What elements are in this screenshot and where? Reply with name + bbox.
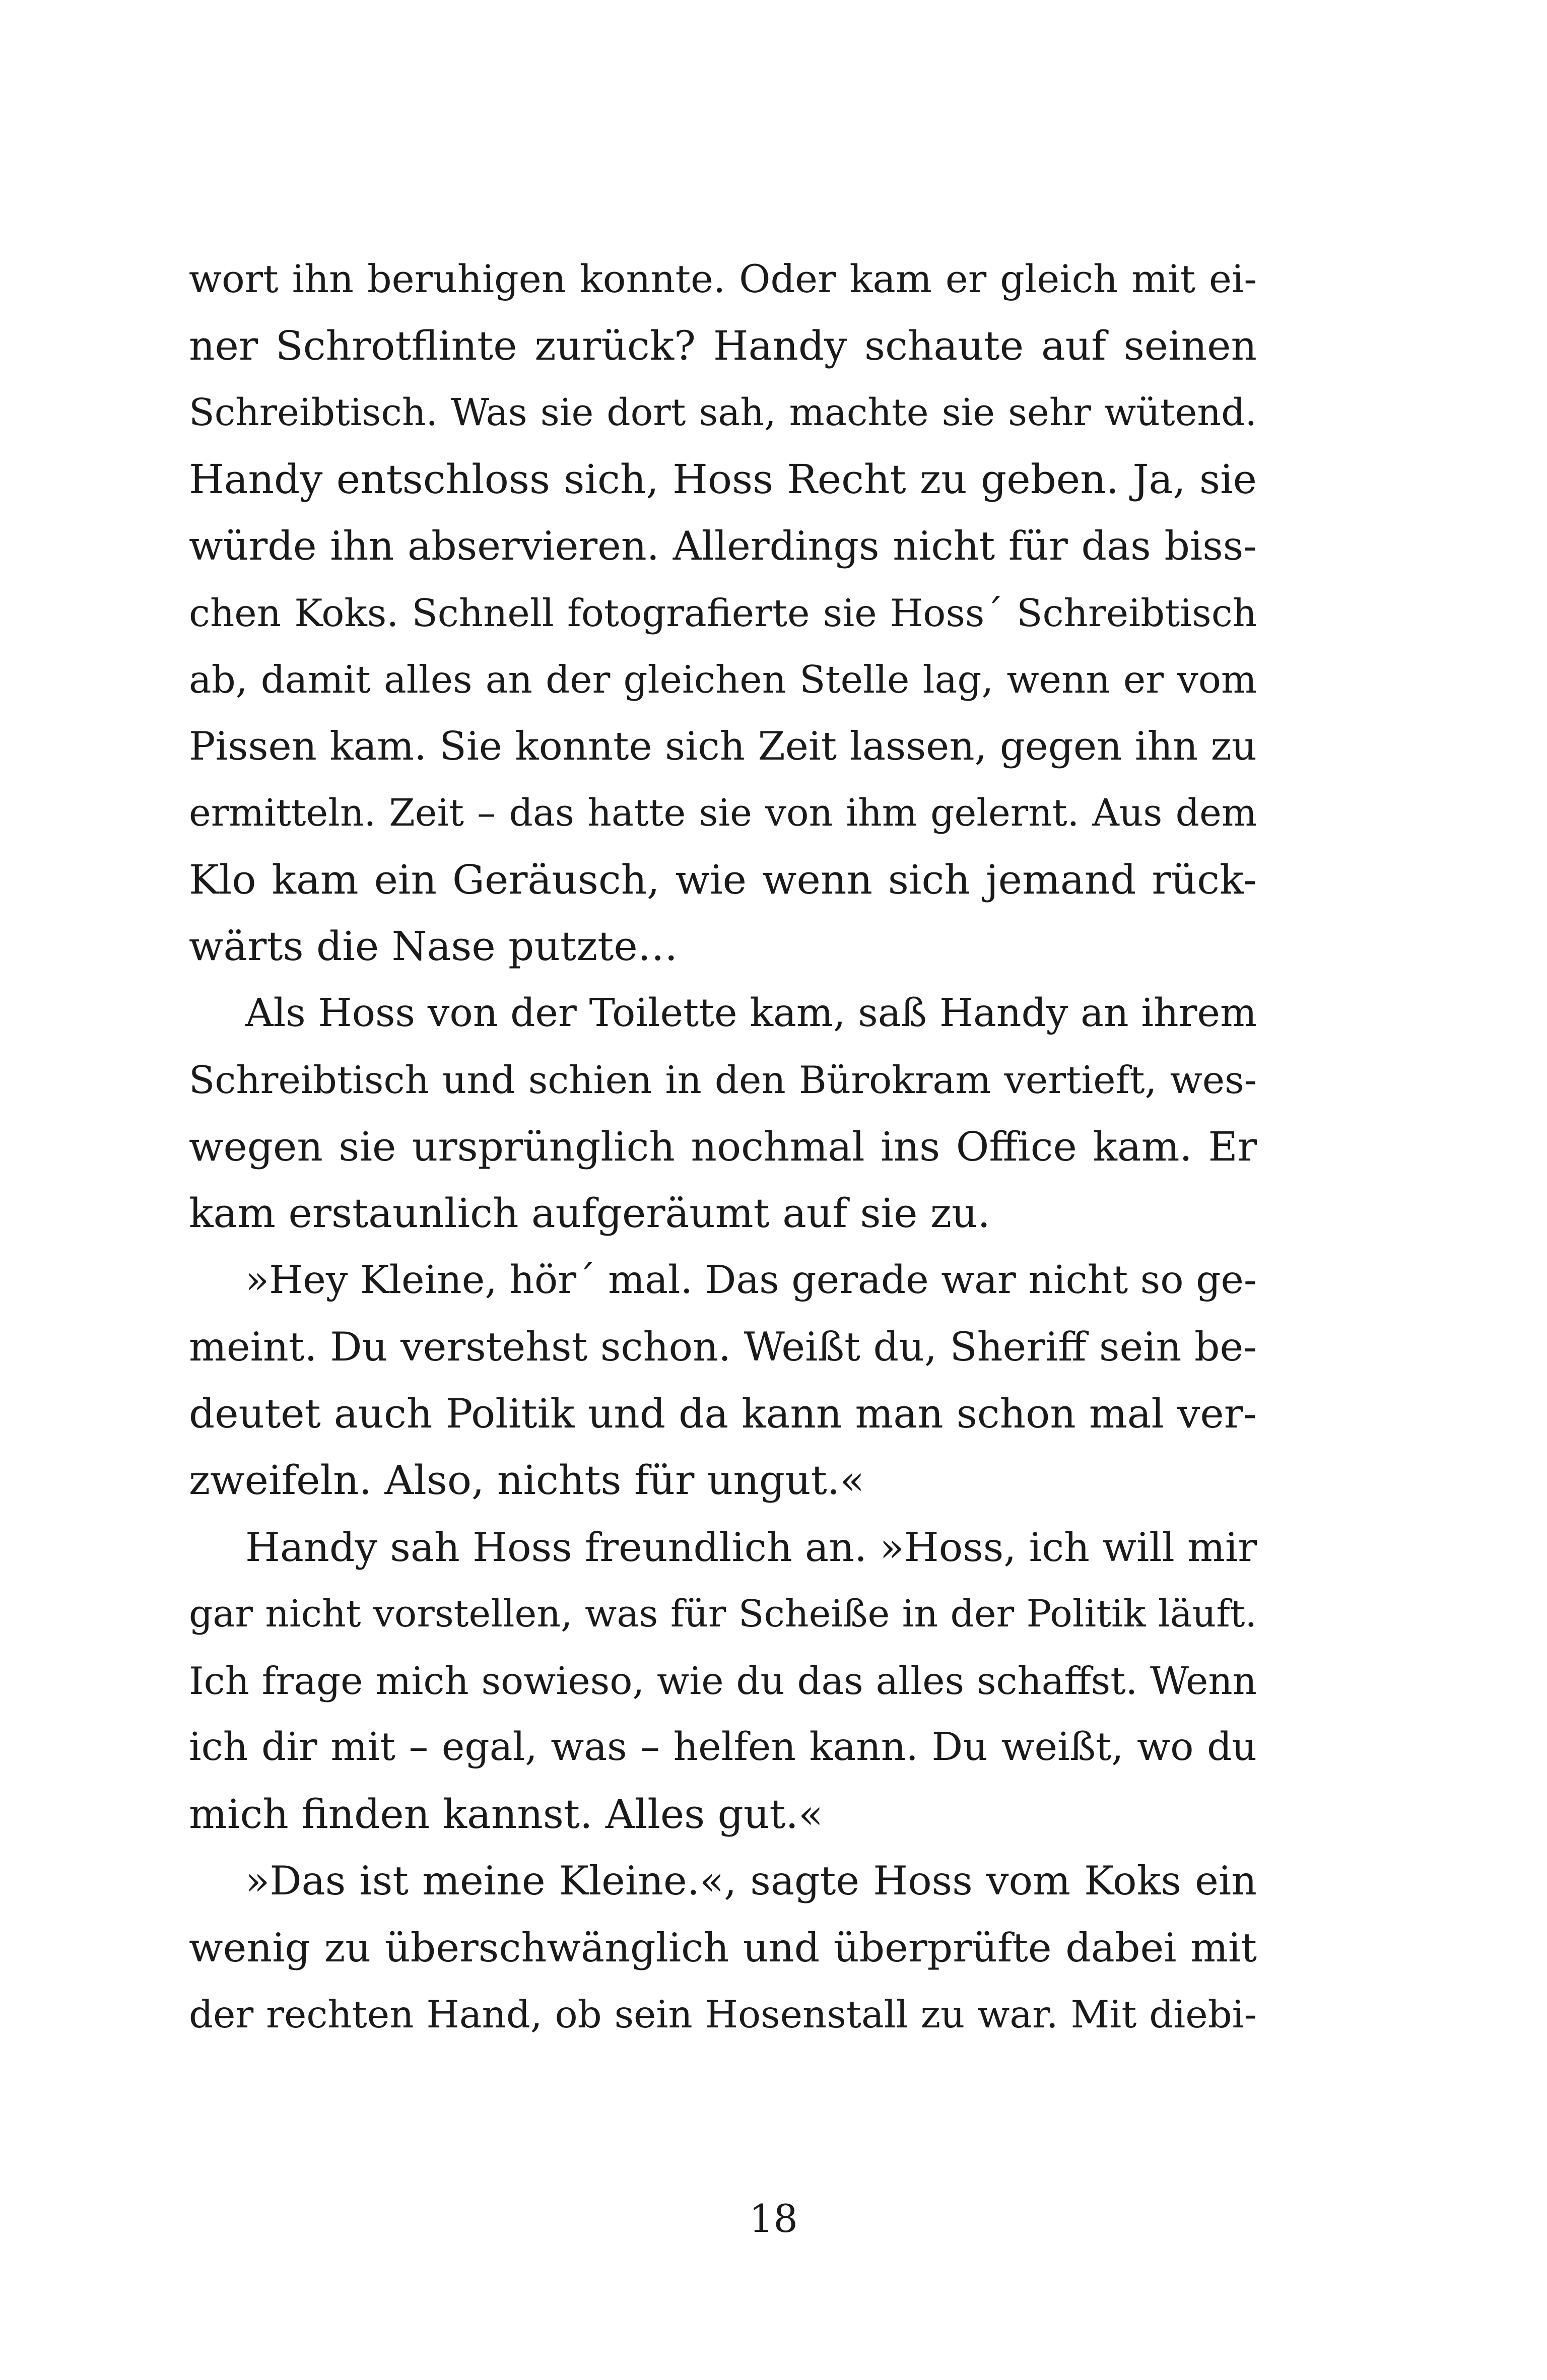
- text-line: wort ihn beruhigen konnte. Oder kam er gleich mit ei-: [189, 256, 1257, 301]
- text-line: »Hey Kleine, hör´ mal. Das gerade war nicht so ge-: [245, 1257, 1257, 1303]
- text-line: »Das ist meine Kleine.«, sagte Hoss vom Koks ein: [245, 1858, 1257, 1904]
- text-line: Schreibtisch und schien in den Bürokram vertieft, wes-: [189, 1058, 1257, 1102]
- text-line: Ich frage mich sowieso, wie du das alles schaffst. Wenn: [189, 1658, 1257, 1703]
- text-line: ner Schrotflinte zurück? Handy schaute auf seinen: [189, 322, 1257, 369]
- body-text: [189, 246, 1257, 2048]
- text-line: Pissen kam. Sie konnte sich Zeit lassen, gegen ihn zu: [189, 723, 1257, 769]
- text-line: Als Hoss von der Toilette kam, saß Handy an ihrem: [245, 990, 1257, 1036]
- text-line: wegen sie ursprünglich nochmal ins Office kam. Er: [189, 1123, 1257, 1170]
- text-line: Handy entschloss sich, Hoss Recht zu geben. Ja, sie: [189, 455, 1257, 503]
- text-line: Schreibtisch. Was sie dort sah, machte sie sehr wütend.: [189, 391, 1257, 434]
- text-line: ab, damit alles an der gleichen Stelle lag, wenn er vom: [189, 657, 1257, 702]
- text-line: wenig zu überschwänglich und überprüfte dabei mit: [189, 1924, 1257, 1971]
- text-line: gar nicht vorstellen, was für Scheiße in der Politik läuft.: [189, 1592, 1257, 1636]
- text-line: kam erstaunlich aufgeräumt auf sie zu.: [189, 1190, 990, 1237]
- text-line: zweifeln. Also, nichts für ungut.«: [189, 1457, 865, 1504]
- text-line: der rechten Hand, ob sein Hosenstall zu war. Mit diebi-: [189, 1992, 1257, 2036]
- text-line: ich dir mit – egal, was – helfen kann. Du weißt, wo du: [189, 1725, 1257, 1770]
- text-line: ermitteln. Zeit – das hatte sie von ihm gelernt. Aus dem: [189, 791, 1257, 835]
- page-number: 18: [749, 2196, 798, 2241]
- text-line: deutet auch Politik und da kann man schon mal ver-: [189, 1390, 1257, 1437]
- text-line: mich finden kannst. Alles gut.«: [189, 1790, 823, 1838]
- text-line: chen Koks. Schnell fotografierte sie Hoss´ Schreibtisch: [189, 590, 1257, 635]
- text-line: Klo kam ein Geräusch, wie wenn sich jemand rück-: [189, 856, 1257, 903]
- text-line: meint. Du verstehst schon. Weißt du, Sheriff sein be-: [189, 1324, 1257, 1370]
- text-line: würde ihn abservieren. Allerdings nicht für das biss-: [189, 523, 1257, 569]
- text-line: wärts die Nase putzte…: [189, 923, 678, 970]
- text-line: Handy sah Hoss freundlich an. »Hoss, ich will mir: [245, 1524, 1257, 1571]
